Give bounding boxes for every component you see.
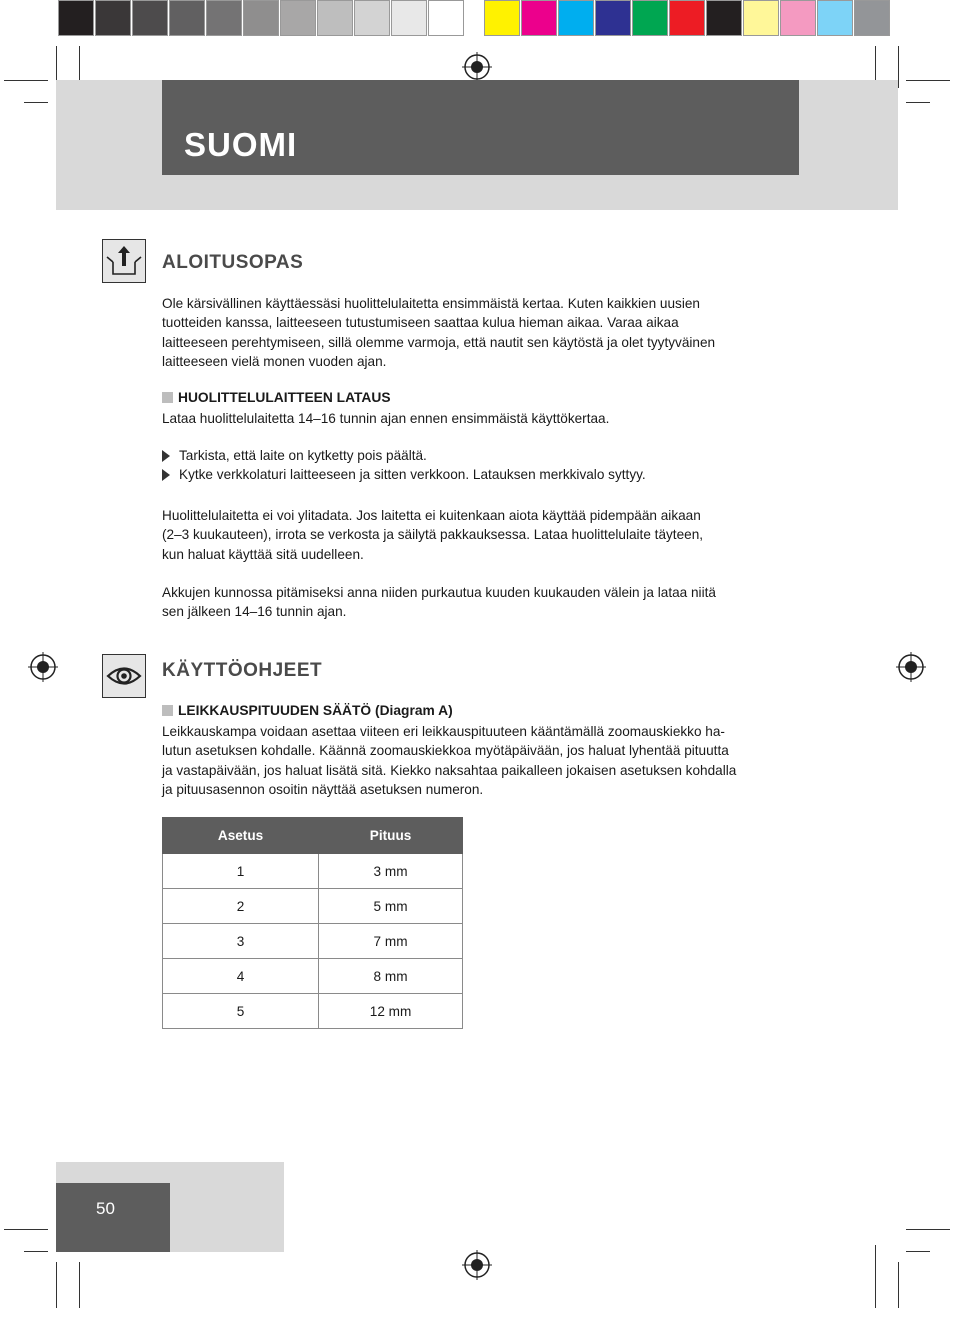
table-cell: 5	[163, 994, 319, 1029]
table-cell: 1	[163, 854, 319, 889]
registration-mark-icon	[462, 52, 492, 82]
unbox-icon	[102, 239, 146, 283]
color-swatch	[58, 0, 94, 36]
eye-icon	[102, 654, 146, 698]
table-cell: 8 mm	[319, 959, 463, 994]
color-swatch	[391, 0, 427, 36]
table-row	[163, 994, 463, 1029]
color-swatch	[280, 0, 316, 36]
table-row	[163, 889, 463, 924]
color-swatch	[484, 0, 520, 36]
table-cell: 2	[163, 889, 319, 924]
crop-mark	[79, 1262, 80, 1308]
charge-paragraph: Lataa huolittelulaitetta 14–16 tunnin ajan ennen ensimmäistä käyttökertaa.	[162, 411, 610, 426]
gray-swatch-row	[58, 0, 465, 38]
table-cell: 3	[163, 924, 319, 959]
crop-mark	[906, 1251, 930, 1252]
list-item: Tarkista, että laite on kytketty pois päältä.	[162, 448, 427, 463]
crop-mark	[4, 80, 48, 81]
list-item: Kytke verkkolaturi laitteeseen ja sitten verkkoon. Latauksen merkkivalo syttyy.	[162, 467, 646, 482]
table-cell: 3 mm	[319, 854, 463, 889]
page-number-box	[56, 1183, 170, 1252]
crop-mark	[24, 102, 48, 103]
crop-mark	[906, 1229, 950, 1230]
table-header-row	[163, 818, 463, 854]
color-swatch	[521, 0, 557, 36]
table-row	[163, 924, 463, 959]
table-cell: 7 mm	[319, 924, 463, 959]
color-swatch	[743, 0, 779, 36]
triangle-bullet-icon	[162, 450, 170, 462]
color-swatch	[169, 0, 205, 36]
crop-mark	[4, 1229, 48, 1230]
color-swatch	[132, 0, 168, 36]
table-row	[163, 959, 463, 994]
column-header-pituus: Pituus	[319, 818, 463, 854]
square-bullet-icon	[162, 392, 173, 403]
column-header-asetus: Asetus	[163, 818, 319, 854]
crop-mark	[898, 1262, 899, 1308]
table-cell: 12 mm	[319, 994, 463, 1029]
color-swatch	[780, 0, 816, 36]
sub-heading-lataus: HUOLITTELULAITTEEN LATAUS	[162, 390, 391, 405]
color-swatch	[854, 0, 890, 36]
page-title: SUOMI	[184, 126, 298, 163]
section-heading-kayttoohjeet: KÄYTTÖOHJEET	[162, 660, 323, 681]
cutting-length-paragraph: Leikkauskampa voidaan asettaa viiteen eri leikkauspituuteen kääntämällä zoomauskiekko ha- lutun asetuksen kohdalle. Käännä zoomauskiekkoa myötäpäivään, jos haluat lyhentää pituutta ja vastapäivään, jos haluat lisätä sitä. Kiekko naksahtaa paikalleen jokaisen asetuksen kohdalla ja pituusasennon osoitin näyttää asetuksen numeron.	[162, 724, 737, 797]
color-swatch	[669, 0, 705, 36]
color-swatch	[632, 0, 668, 36]
registration-mark-icon	[28, 652, 58, 682]
settings-table	[162, 817, 463, 1029]
battery-paragraph: Akkujen kunnossa pitämiseksi anna niiden purkautua kuuden kuukauden välein ja lataa niitä sen jälkeen 14–16 tunnin ajan.	[162, 585, 716, 620]
crop-mark	[875, 1245, 876, 1308]
color-swatch	[95, 0, 131, 36]
page-number: 50	[96, 1199, 115, 1218]
registration-mark-icon	[462, 1250, 492, 1280]
intro-paragraph: Ole kärsivällinen käyttäessäsi huolittelulaitetta ensimmäistä kertaa. Kuten kaikkien uusien tuotteiden kanssa, laitteeseen tutustumiseen saattaa kulua hieman aikaa. Varaa aikaa laitteeseen perehtymiseen, sillä olemme varmoja, että nautit sen käytöstä ja olet tyytyväinen laitteeseen vielä monen vuoden ajan.	[162, 296, 716, 369]
color-swatch	[817, 0, 853, 36]
table-row	[163, 854, 463, 889]
color-swatch	[706, 0, 742, 36]
crop-mark	[56, 1262, 57, 1308]
triangle-bullet-icon	[162, 469, 170, 481]
registration-mark-icon	[896, 652, 926, 682]
section-heading-aloitusopas: ALOITUSOPAS	[162, 252, 304, 273]
color-swatch	[206, 0, 242, 36]
crop-mark	[24, 1251, 48, 1252]
crop-mark	[906, 80, 950, 81]
color-swatch	[317, 0, 353, 36]
crop-mark	[898, 46, 899, 88]
sub-heading-leikkauspituus: LEIKKAUSPITUUDEN SÄÄTÖ (Diagram A)	[162, 703, 453, 718]
table-cell: 4	[163, 959, 319, 994]
color-swatch	[595, 0, 631, 36]
crop-mark	[906, 102, 930, 103]
color-swatch	[558, 0, 594, 36]
color-swatch-row	[484, 0, 891, 38]
square-bullet-icon	[162, 705, 173, 716]
color-swatch	[354, 0, 390, 36]
color-swatch	[428, 0, 464, 36]
title-bar	[162, 80, 799, 175]
overcharge-paragraph: Huolittelulaitetta ei voi ylitadata. Jos laitetta ei kuitenkaan aiota käyttää pidempään aikaan (2–3 kuukauteen), irrota se verkosta ja säilytä pakkauksessa. Lataa huolittelulaite täyteen, kun haluat käyttää sitä uudelleen.	[162, 508, 704, 562]
table-cell: 5 mm	[319, 889, 463, 924]
color-swatch	[243, 0, 279, 36]
